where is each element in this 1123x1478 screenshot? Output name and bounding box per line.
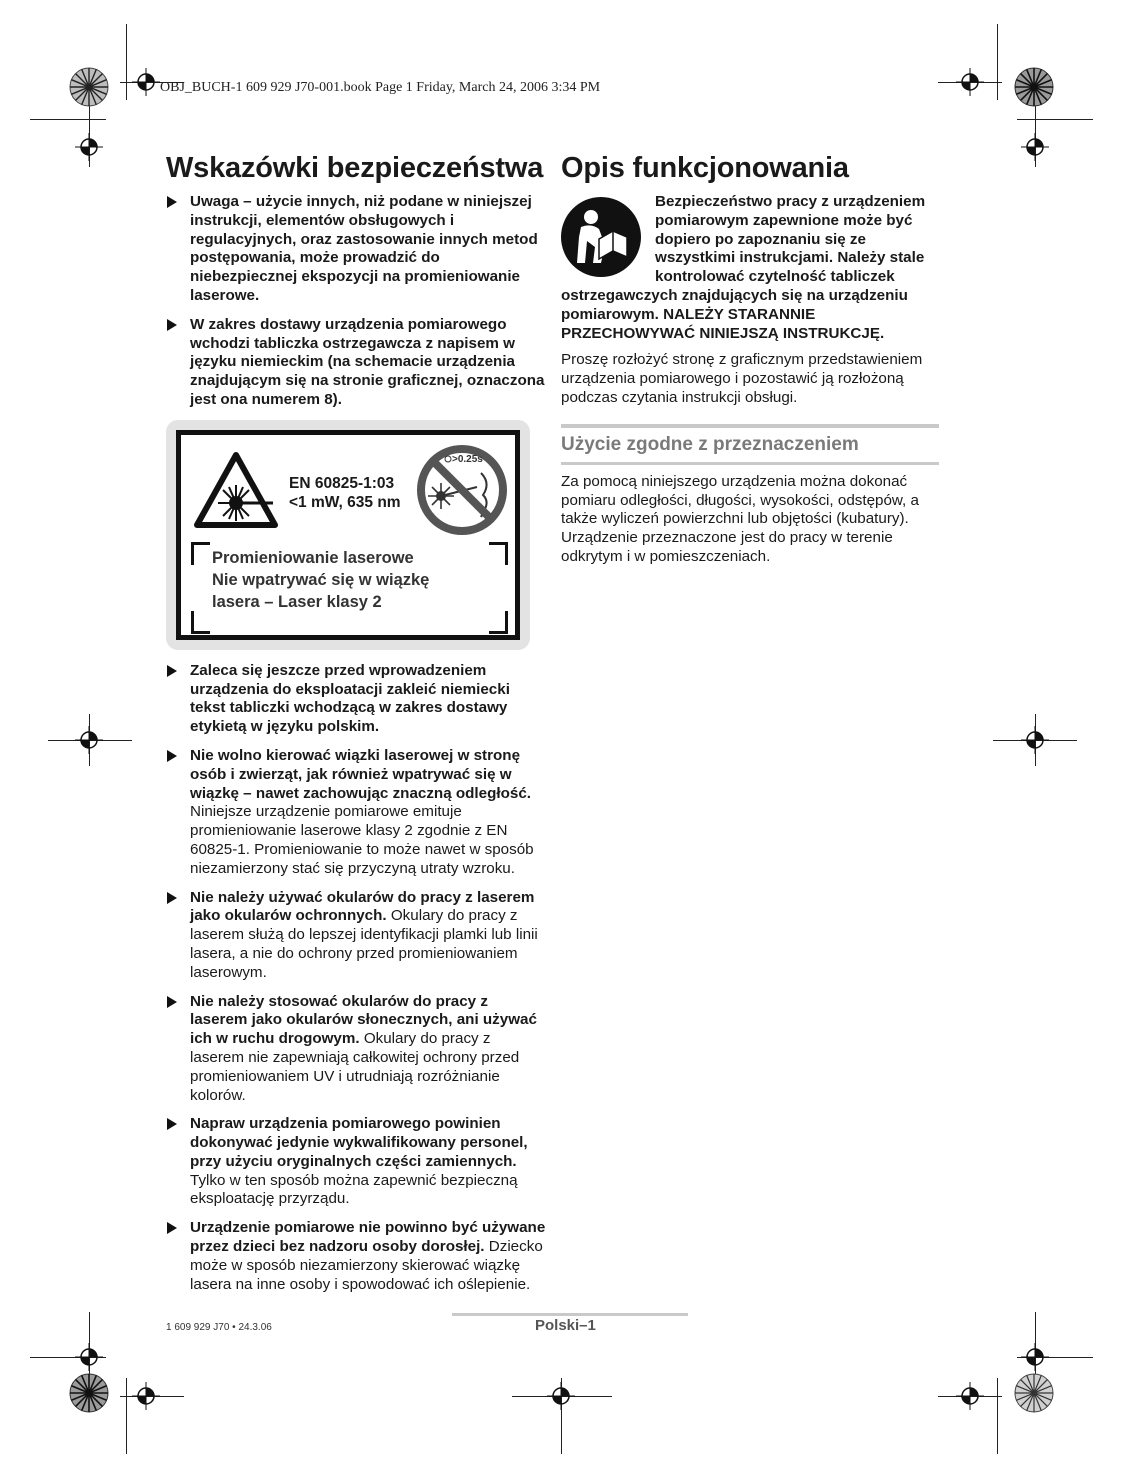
list-item <box>166 747 546 879</box>
corner-mark <box>191 542 210 565</box>
registration-mark-icon <box>75 1343 103 1371</box>
starburst-target-icon <box>69 67 109 107</box>
exposure-time: >0.25s <box>452 453 483 465</box>
item-bold-text: Urządzenie pomiarowe nie powinno być używane przez dzieci bez nadzoru osoby dorosłej. <box>190 1219 546 1256</box>
registration-mark-icon <box>1021 726 1049 754</box>
warning-line: Promieniowanie laserowe <box>212 548 414 567</box>
crop-mark <box>126 1378 127 1454</box>
registration-mark-icon <box>956 68 984 96</box>
section-text: Za pomocą niniejszego urządzenia można dokonać pomiaru odległości, długości, wysokości, odstępów, a także wyliczeń powierzchni lub objętości (kubatury). Urządzenie przeznaczone jest do pracy w terenie odkrytym i w pomieszczeniach. <box>561 472 919 565</box>
function-column <box>561 193 939 567</box>
arrow-bullet-icon <box>167 665 177 677</box>
safety-column <box>166 193 546 1304</box>
list-item <box>166 993 546 1106</box>
read-manual-icon <box>561 197 641 277</box>
page-number: Polski–1 <box>535 1317 596 1334</box>
crop-mark <box>126 24 127 100</box>
intro-paragraph <box>561 193 939 343</box>
starburst-target-icon <box>69 1373 109 1413</box>
crop-mark <box>1017 119 1093 120</box>
item-text: Niniejsze urządzenie pomiarowe emituje promieniowanie laserowe klasy 2 zgodnie z EN 60825-1. Promieniowanie to może nawet w sposób niezamierzony stać się przyczyną utraty wzroku. <box>190 803 534 877</box>
intro-text: Proszę rozłożyć stronę z graficznym przedstawieniem urządzenia pomiarowego i pozostawić ją rozłożoną podczas czytania instrukcji obsługi. <box>561 351 923 406</box>
crop-mark <box>30 119 106 120</box>
list-item <box>166 316 546 410</box>
item-bold-text: Nie należy używać okularów do pracy z laserem jako okularów ochronnych. <box>190 888 535 925</box>
crop-mark <box>997 24 998 100</box>
safety-list <box>166 193 546 410</box>
laser-warning-label <box>176 430 520 640</box>
laser-warning-figure <box>166 420 530 650</box>
registration-mark-icon <box>1021 133 1049 161</box>
footer-divider <box>452 1313 688 1316</box>
registration-mark-icon <box>75 133 103 161</box>
arrow-bullet-icon <box>167 1118 177 1130</box>
warning-line: lasera – Laser klasy 2 <box>212 592 382 611</box>
item-bold-text: Nie należy stosować okularów do pracy z laserem jako okularów słonecznych, ani używać ich w ruchu drogowym. <box>190 992 537 1048</box>
page-title-function: Opis funkcjonowania <box>561 152 849 184</box>
print-header: OBJ_BUCH-1 609 929 J70-001.book Page 1 Friday, March 24, 2006 3:34 PM <box>160 80 601 95</box>
item-bold-text: W zakres dostawy urządzenia pomiarowego wchodzi tabliczka ostrzegawcza z napisem w języku niemieckim (na schemacie urządzenia znajdującym się na stronie graficznej, oznaczona jest ona numerem 8). <box>190 315 545 408</box>
list-item <box>166 193 546 306</box>
arrow-bullet-icon <box>167 750 177 762</box>
intro-bold-text: Bezpieczeństwo pracy z urządzeniem pomiarowym zapewnione może być dopiero po zapoznaniu się ze wszystkimi instrukcjami. Należy stale kontrolować czytelność tabliczek ostrzegawczych znajdujących się na urządzeniu pomiarowym. NALEŻY STARANNIE PRZECHOWYWAĆ NINIEJSZĄ INSTRUKCJĘ. <box>561 193 926 342</box>
list-item <box>166 1115 546 1209</box>
registration-mark-icon <box>1021 1343 1049 1371</box>
item-text: Dziecko może w sposób niezamierzony skierować wiązkę lasera na inne osoby i spowodować ich oślepienie. <box>190 1238 543 1293</box>
registration-mark-icon <box>75 726 103 754</box>
item-bold-text: Zaleca się jeszcze przed wprowadzeniem urządzenia do eksploatacji zakleić niemiecki tekst tabliczki wchodzącą w zakres dostawy etykietą w języku polskim. <box>190 661 510 736</box>
arrow-bullet-icon <box>167 892 177 904</box>
laser-power: <1 mW, 635 nm <box>289 493 401 511</box>
safety-list <box>166 662 546 1295</box>
starburst-target-icon <box>1014 67 1054 107</box>
document-code: 1 609 929 J70 • 24.3.06 <box>166 1322 272 1333</box>
section-divider <box>561 462 939 465</box>
arrow-bullet-icon <box>167 1222 177 1234</box>
item-text: Tylko w ten sposób można zapewnić bezpieczną eksploatację przyrządu. <box>190 1171 518 1208</box>
arrow-bullet-icon <box>167 996 177 1008</box>
registration-mark-icon <box>956 1382 984 1410</box>
item-bold-text: Nie wolno kierować wiązki laserowej w stronę osób i zwierząt, jak również wpatrywać się w wiązkę – nawet zachowując znaczną odległość. <box>190 746 531 802</box>
page-title-safety: Wskazówki bezpieczeństwa <box>166 152 544 184</box>
corner-mark <box>489 542 508 565</box>
laser-standard: EN 60825-1:03 <box>289 474 395 492</box>
section-title: Użycie zgodne z przeznaczeniem <box>561 433 859 455</box>
list-item <box>166 889 546 983</box>
list-item <box>166 662 546 737</box>
arrow-bullet-icon <box>167 319 177 331</box>
corner-mark <box>489 611 508 634</box>
laser-hazard-icon <box>193 451 279 531</box>
starburst-target-icon <box>1014 1373 1054 1413</box>
item-text: Okulary do pracy z laserem nie zapewniają całkowitej ochrony przed promieniowaniem UV i utrudniają rozróżnianie kolorów. <box>190 1030 520 1104</box>
registration-mark-icon <box>132 1382 160 1410</box>
list-item <box>166 1219 546 1294</box>
crop-mark <box>997 1378 998 1454</box>
registration-mark-icon <box>132 68 160 96</box>
item-bold-text: Napraw urządzenia pomiarowego powinien dokonywać jedynie wykwalifikowany personel, przy użyciu oryginalnych części zamiennych. <box>190 1115 528 1170</box>
arrow-bullet-icon <box>167 196 177 208</box>
warning-line: Nie wpatrywać się w wiązkę <box>212 570 430 589</box>
item-bold-text: Uwaga – użycie innych, niż podane w niniejszej instrukcji, elementów obsługowych i regulacyjnych, oraz zastosowanie innych metod postępowania, może prowadzić do niebezpiecznej ekspozycji na promieniowanie laserowe. <box>190 193 538 304</box>
item-text: Okulary do pracy z laserem służą do lepszej identyfikacji plamki lub linii lasera, a nie do ochrony przed promieniowaniem laserowym. <box>190 907 538 981</box>
corner-mark <box>191 611 210 634</box>
registration-mark-icon <box>547 1382 575 1410</box>
section-divider <box>561 424 939 428</box>
